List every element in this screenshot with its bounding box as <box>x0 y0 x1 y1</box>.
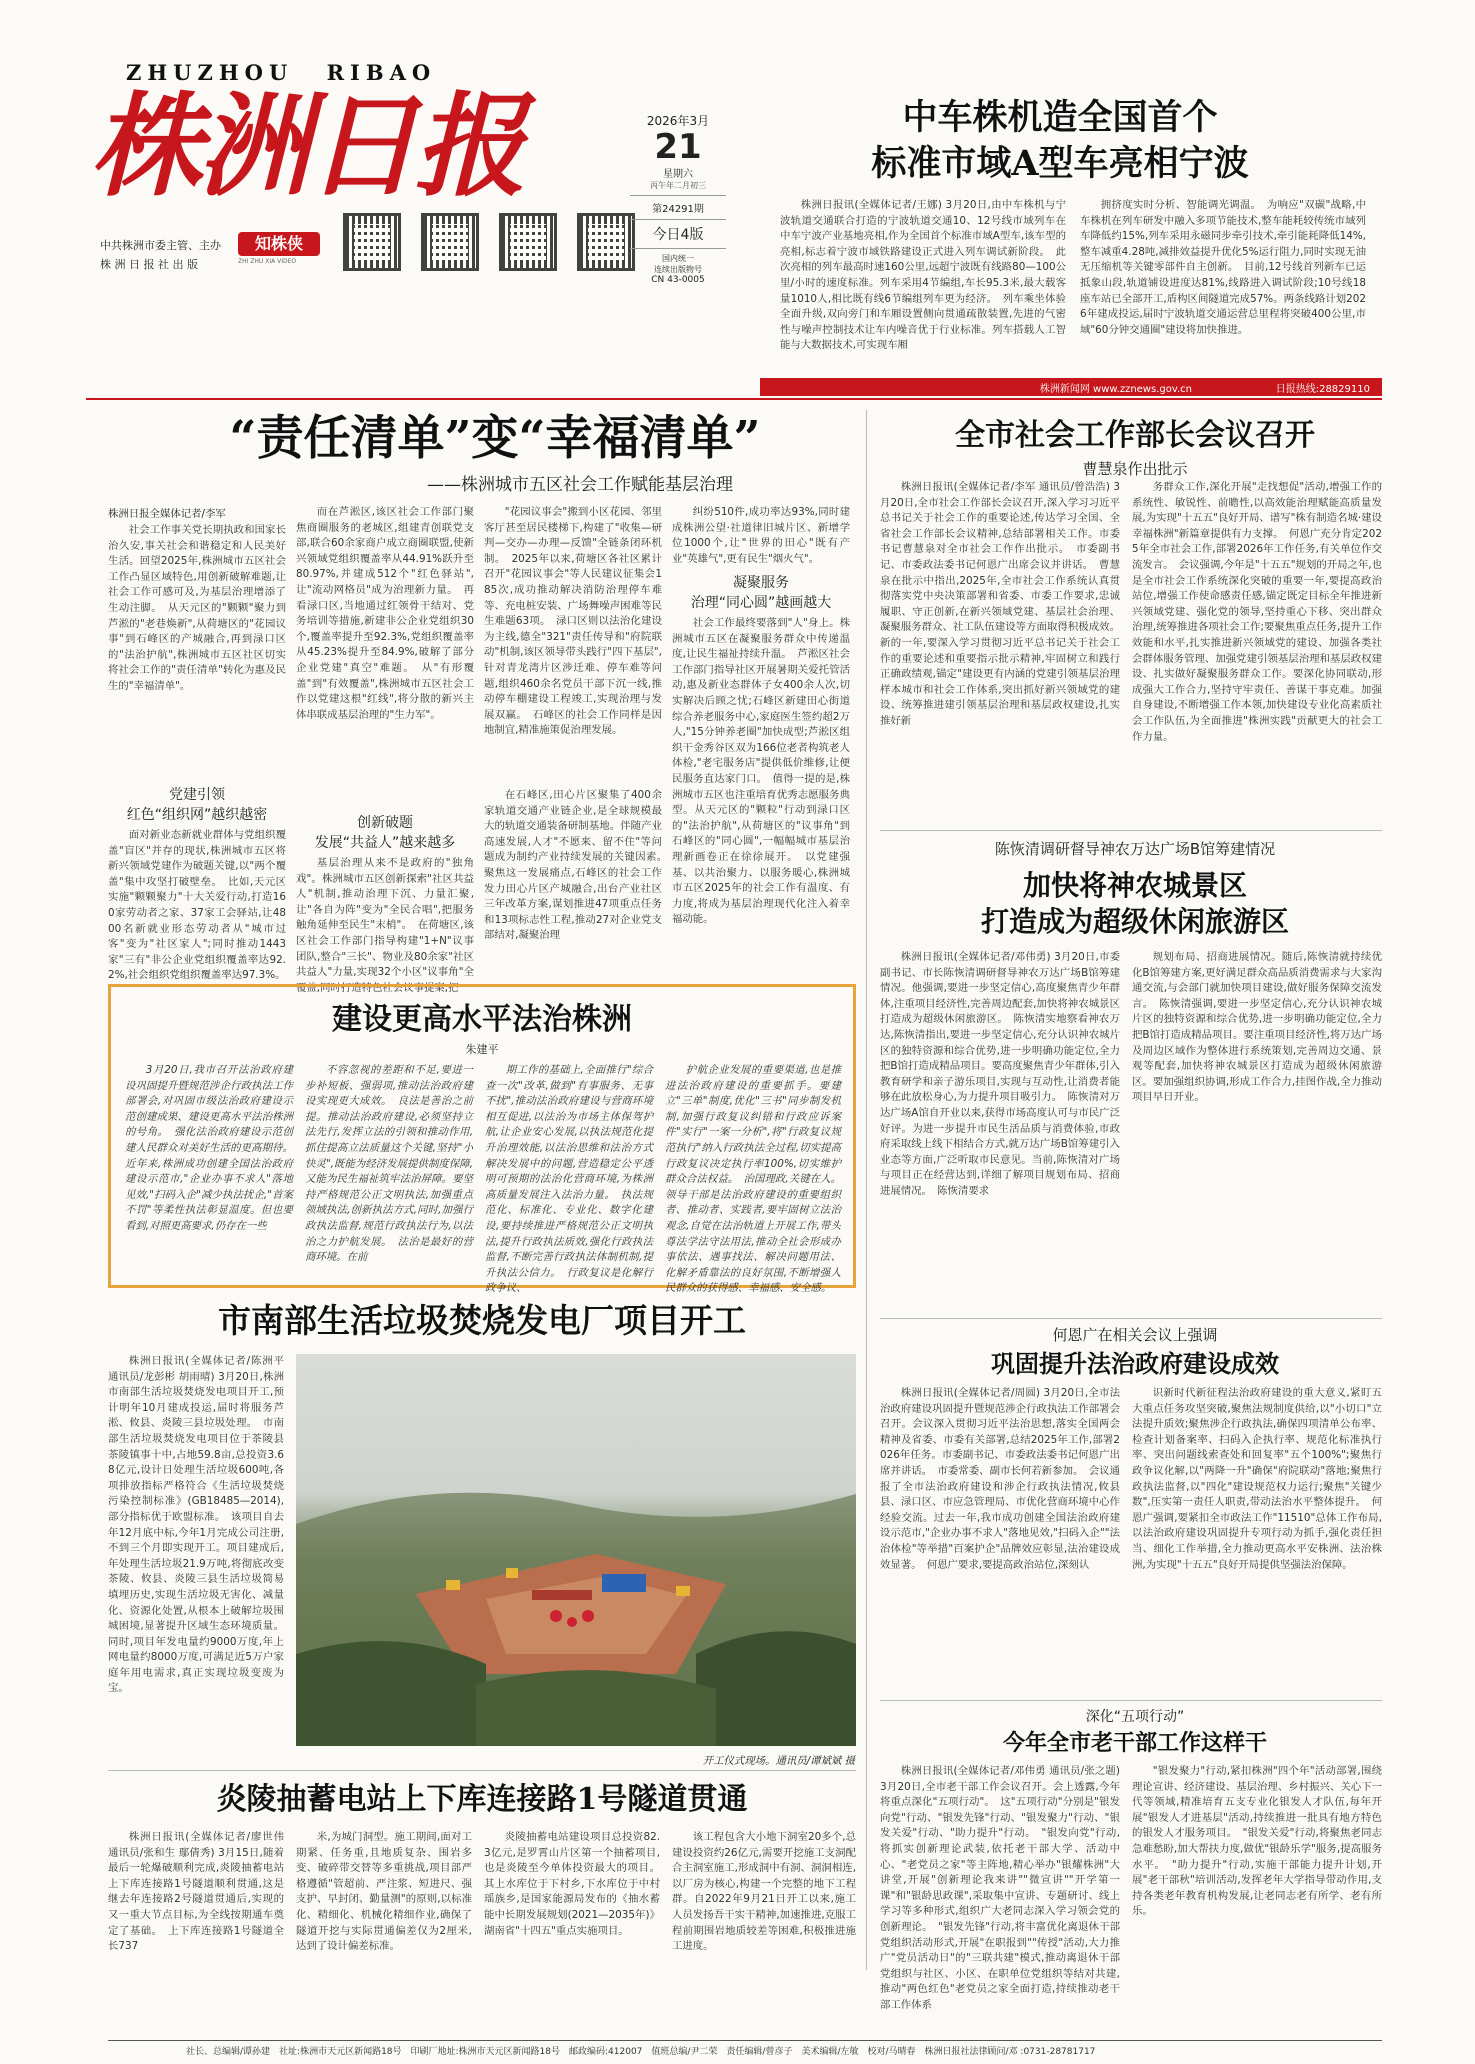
rule-of-law-author: 朱建平 <box>465 1043 499 1056</box>
top-headline-2: 标准市域A型车亮相宁波 <box>871 143 1249 184</box>
brand-sub: ZHI ZHU XIA VIDEO <box>238 258 297 265</box>
date-lunar: 丙午年二月初三 <box>650 181 706 190</box>
tunnel-col2: 米,为城门洞型。施工期间,面对工期紧、任务重,且地质复杂、围岩多变、破碎带交替等多重挑战,项目部严格遵循"管超前、严注浆、短进尺、强支护、早封闭、勤量测"的原则,以标准化、精细化、机械化精细作业,确保了隧道开挖与实际贯通偏差仅为2厘米,达到了设计偏差标准。 <box>296 1831 472 1953</box>
code-label2: 连续出版物号 <box>654 265 702 274</box>
tunnel-col3: 炎陵抽蓄电站建设项目总投资82.3亿元,是罗霄山片区第一个抽蓄项目,也是炎陵至今单体投资最大的项目。其上水库位于下村乡,下水库位于中村瑶族乡,是国家能源局发布的《抽水蓄能中长期发展规划(2021—2035年)》湖南省"十四五"重点实施项目。 <box>484 1831 660 1937</box>
qr-code-4 <box>580 216 632 268</box>
date-day: 21 <box>654 127 702 167</box>
rule-col2: 不容忽视的差距和不足,要进一步补短板、强弱项,推动法治政府建设实现更大成效。 良法是善治之前提。推动法治政府建设,必须坚持立法先行,发挥立法的引领和推动作用,抓住提高立法质量这个关键,坚持"小快灵",既能为经济发展提供制度保障,又能为民生福祉筑牢法治屏障。要坚持严格规范公正文明执法,加强重点领域执法,创新执法方式,同时,加强行政执法监督,规范行政执法行为,以法治之力护航发展。 法治是最好的营商环境。在前 <box>305 1064 473 1264</box>
divider-tunnel <box>108 1770 856 1771</box>
masthead-pinyin: ZHUZHOU RIBAO <box>126 60 437 85</box>
shennong-headline-1: 加快将神农城景区 <box>1022 869 1247 902</box>
rule-of-law-box <box>108 984 856 1295</box>
divider-lawgov <box>880 1318 1382 1319</box>
lawgov-col1: 株洲日报讯(全媒体记者/周圆) 3月20日,全市法治政府建设巩固提升暨规范涉企行政执法工作部署会召开。会议深入贯彻习近平法治思想,落实全国两会精神及省委、市委有关部署,总结2025年工作,部署2026年任务。市委副书记、市委政法委书记何恩广出席并讲话。 市委常委、副市长何若新参加。 会议通报了全市法治政府建设和涉企行政执法情况,攸县县、渌口区、市应急管理局、市优化营商环境中心作经验交流。过去一年,我市成功创建全国法治政府建设示范市,"企业办事不求人"落地见效,"扫码入企""法治体检"等举措"百案护企"品牌效应彰显,法治建设成效显著。 何恩广要求,要提高政治站位,深刻认 <box>880 1387 1120 1571</box>
elderly-kicker: 深化“五项行动” <box>1085 1709 1185 1725</box>
website-bar <box>760 378 1382 396</box>
resp-sec1-title: 党建引领 <box>169 787 225 803</box>
resp-col1: 社会工作事关党长期执政和国家长治久安,事关社会和谐稳定和人民美好生活。回望2025年,株洲城市五区社会工作凸显区域特色,用创新破解难题,让社会工作可感可及,为基层治理增添了生动注脚。 从天元区的"颗颗"聚力到芦淞的"老巷焕新",从荷塘区的"花园议事"到石峰区的产城融合,再到渌口区的"法治护航",株洲城市五区社区切实将社会工作的"责任清单"转化为惠及民生的"幸福清单"。 <box>108 524 286 692</box>
rule-col1: 3月20日,我市召开法治政府建设巩固提升暨规范涉企行政执法工作部署会,对巩固市级法治政府建设示范创建成果、建设更高水平法治株洲的号角。 强化法治政府建设示范创建人民群众对美好生活的更高期待。近年来,株洲成功创建全国法治政府建设示范市,"企业办事不求人"落地见效,"扫码入企"减少执法扰企,"首案不罚"等柔性执法彰显温度。但也要看到,对照更高要求,仍存在一些 <box>125 1064 293 1232</box>
social-col1: 株洲日报讯(全媒体记者/李军 通讯员/曾浩浩) 3月20日,全市社会工作部长会议召开,深入学习习近平总书记关于社会工作的重要论述,传达学习全国、全省社会工作部长会议精神,总结部署相关工作。市委书记曹慧泉对全市社会工作作出批示。 市委副书记、市委政法委书记何恩广出席会议并讲话。 曹慧泉在批示中指出,2025年,全市社会工作系统认真贯彻落实党中央决策部署和省委、市委工作要求,忠诚履职、守正创新,在新兴领域党建、基层社会治理、凝聚服务群众、社工队伍建设等方面取得积极成效。新的一年,要深入学习贯彻习近平总书记关于社会工作的重要论述和重要指示批示精神,牢固树立和践行正确政绩观,锚定"建设更有内涵的党建引领基层治理样本城市和社会工作体系,突出抓好新兴领域党的建设、统筹推进建引领基层治理和基层政权建设,扎实推好新 <box>880 481 1120 727</box>
resp-col4b: 社会工作最终要落到"人"身上。株洲城市五区在凝聚服务群众中传递温度,让民生福祉持续升温。 芦淞区社会工作部门指导社区开展暑期关爱托管活动,惠及新业态群体子女400余人次,切实解决后顾之忧;石峰区新建田心街道综合养老服务中心,家庭医生签约超2万人,"15分钟养老圈"加快成型;芦淞区组织干金秀谷区双为166位老者构筑老人体检,"老宅服务店"提供低价维修,让便民服务直达家门口。 值得一提的是,株洲城市五区也注重培育优秀志愿服务典型。从天元区的"颗粒"行动到渌口区的"法治护航",从荷塘区的"议事角"到石峰区的"同心圆",一幅幅城市基层治理新画卷正在徐徐展开。 以党建强基、以共治聚力、以服务暖心,株洲城市五区2025年的社会工作有温度、有力度,将成为基层治理现代化注入着幸福动能。 <box>672 617 850 926</box>
resp-col1b: 面对新业态新就业群体与党组织覆盖"盲区"并存的现状,株洲城市五区将新兴领域党建作为破题关键,以"两个覆盖"集中攻坚打破壁垒。 比如,天元区实施"颗颗聚力"十大关爱行动,打造160家劳动者之家、37家工会驿站,让4800名新就业形态劳动者从"城市过客"变为"社区家人";同时推动1443家"三有"非公企业党组织覆盖率达92.2%,社会组织党组织覆盖率达97.3%。 <box>108 829 286 982</box>
rule-col4: 护航企业发展的重要渠道,也是推进法治政府建设的重要抓手。要建立"三单"制度,优化"三书"同步制发机制,加强行政复议纠错和行政应诉案件"实行"一案一分析",将"行政复议规范执行"纳入行政执法全过程,切实提高行政复议决定执行率100%,切实维护群众合法权益。 治国理政,关键在人。领导干部是法治政府建设的重要组织者、推动者、实践者,要牢固树立法治观念,自觉在法治轨道上开展工作,带头尊法学法守法用法,推动全社会形成办事依法、遇事找法、解决问题用法、化解矛盾靠法的良好氛围,不断增强人民群众的获得感、幸福感、安全感。 <box>665 1064 841 1295</box>
qr-code-3 <box>502 216 554 268</box>
publisher-line1: 中共株洲市委主管、主办 <box>100 239 221 252</box>
divider-center <box>866 410 867 1970</box>
masthead-title: 株洲日报 <box>90 81 522 212</box>
photo-scene-illustration <box>296 1354 856 1746</box>
shennong-col1: 株洲日报讯(全媒体记者/邓伟勇) 3月20日,市委副书记、市长陈恢清调研督导神农万达广场B馆筹建情况。他强调,要进一步坚定信心,高度聚焦青少年群体,注重项目经济性,完善周边配套,加快将神农城景区打造成为超级休闲旅游区。 陈恢清实地察看神农万达,陈恢清指出,要进一步坚定信心,充分认识神农城片区的独特资源和综合优势,进一步明确功能定位,全力把B馆打造成精品项目。要高度聚焦青少年群体,引入教育研学和亲子游乐项目,实现与互动性,让消费者能够在此放松身心,为力提升项目吸引力。 陈恢清对万达广场A馆自开业以来,获得市场高度认可与市民广泛好评。为进一步提升市民生活品质与消费体验,市政府采取线上线下相结合方式,就万达广场B馆筹建引入业态等方面,广泛听取市民意见。当前,陈恢清对广场与项目正在经营达到,详细了解项目规划布局、招商进展情况。 陈恢清要求 <box>880 951 1120 1197</box>
divider-shennong <box>880 830 1382 831</box>
shennong-col2: 规划布局、招商进展情况。随后,陈恢清就持续优化B馆筹建方案,更好满足群众高品质消费需求与大家沟通交流,与会部门就加快项目建设,做好服务保障交流发言。 陈恢清强调,要进一步坚定信心,充分认识神农城片区的独特资源和综合优势,进一步明确功能定位,全力把B馆打造成精品项目。要注重项目经济性,将万达广场及周边区域作为整体进行系统策划,完善周边交通、景观等配套,加快将神农城景区打造成为超级休闲旅游区。要加强组织协调,形成工作合力,挂图作战,全力推动项目早日开业。 <box>1132 951 1382 1104</box>
elderly-headline: 今年全市老干部工作这样干 <box>1002 1730 1267 1756</box>
qr-code-2 <box>424 216 476 268</box>
masthead-divider <box>86 398 1382 400</box>
resp-col2: 而在芦淞区,该区社会工作部门聚焦商圈服务的老城区,组建青创联党支部,联合60余家商户成立商圈联盟,使新兴领域党组织覆盖率从44.91%跃升至80.97%,并建成512个"红色驿站",让"流动网格员"成为治理新力量。 再看渌口区,当地通过红领骨干结对、党务培训等措施,新建非公企业党组织30个,覆盖率提升至92.3%,党组织覆盖率从45.23%提升至84.9%,破解了部分企业党建"真空"难题。 从"有形覆盖"到"有效覆盖",株洲城市五区社会工作以党建这根"红线",将分散的新兴主体串联成基层治理的"生力军"。 <box>296 506 474 721</box>
resp-col3b: 在石峰区,田心片区聚集了400余家轨道交通产业链企业,是全球规模最大的轨道交通装备研制基地。伴随产业高速发展,人才"不愿来、留不住"等问题成为制约产业持续发展的关键因素。 聚焦这一发展痛点,石峰区的社会工作发力田心片区产城融合,出台产业社区三年改革方案,谋划推进47项重点任务和13项标志性工程,推动27对企业党支部结对,凝聚治理 <box>484 789 673 942</box>
brand-logo: 知株侠 <box>238 232 320 256</box>
code-label1: 国内统一 <box>662 254 694 263</box>
footer-divider <box>108 2040 1382 2041</box>
shennong-headline-2: 打造成为超级休闲旅游区 <box>980 905 1289 938</box>
tunnel-col4: 该工程包含大小地下洞室20多个,总建设投资约26亿元,需要开挖施工支洞配合主洞室施工,形成洞中有洞、洞洞相连,以厂房为核心,构建一个完整的地下工程群。自2022年9月21日开工以来,施工人员发扬吾干实干精神,加速推进,克服工程前期围岩地质较差等困难,积极推进施工进度。 <box>672 1831 856 1953</box>
resp-col4: 纠纷510件,成功率达93%,同时建成株洲公望·社道律旧城片区、新增学位1000个,让"世界的田心"既有产业"英雄气",更有民生"烟火气"。 <box>672 506 850 565</box>
social-col2: 务群众工作,深化开展"走找想促"活动,增强工作的系统性、敏锐性、前瞻性,以高效能治理赋能高质量发展,为实现"十五五"良好开局、谱写"株有制造名城·建设幸福株洲"新篇章提供有力支撑。 何恩广充分肯定2025年全市社会工作,部署2026年工作任务,有关单位作交流发言。 会议强调,今年是"十五五"规划的开局之年,也是全市社会工作系统深化突破的重要一年,要提高政治站位,增强工作使命感责任感,锚定既定目标全年推进新兴领域党建、强化党的领导,坚持重心下移、突出群众治理,统筹推进各项社会工作;要聚焦重点任务,提升工作效能和水平,扎实推进新兴领域党的建设、加强各类社会群体服务管理、加强党建引领基层治理和基层政权建设、扎实做好凝聚服务群众工作。要深化协同联动,形成强大工作合力,坚持守牢责任、善谋干事克难。加强自身建设,不断增强工作本领,加快建设专业化高素质社会工作队伍,为全面推进"株洲实践"贡献更大的社会工作力量。 <box>1132 481 1382 743</box>
lawgov-col2: 识新时代新征程法治政府建设的重大意义,紧盯五大重点任务攻坚突破,聚焦法规制度供给,以"小切口"立法提升质效;聚焦涉企行政执法,确保四项清单公布率、检查计划备案率、扫码入企执行率、规范化标准执行率、突出问题线索查处和回复率"五个100%";聚焦行政争议化解,以"两降一升"确保"府院联动"落地;聚焦行政执法监督,以"四化"建设规范权力运行;聚焦"关键少数",压实第一责任人职责,带动法治水平整体提升。 何恩广强调,要紧扣全市政法工作"11510"总体工作布局,以法治政府建设巩固提升专项行动为抓手,强化责任担当、细化工作举措,全力推动更高水平安株洲、法治株洲,为实现"十五五"良好开局提供坚强法治保障。 <box>1132 1387 1382 1571</box>
responsibility-byline: 株洲日报全媒体记者/李军 <box>108 508 226 520</box>
date-year-month: 2026年3月 <box>646 114 710 128</box>
footer-text: 社长、总编辑/谭孙建 社址:株洲市天元区新闻路18号 印刷厂地址:株洲市天元区新闻路18号 邮政编码:412007 值班总编/尹二荣 责任编辑/曾彦子 美术编辑/左敏 校对/马晴春 株洲日报社法律顾问/邓 :0731-28781717 <box>186 2047 1096 2057</box>
resp-col2b: 基层治理从来不是政府的"独角戏"。株洲城市五区创新探索"社区共益人"机制,推动治理下沉、力量汇聚,让"各自为阵"变为"全民合唱",把服务触角延伸至民生"末梢"。 在荷塘区,该区社会工作部门指导构建"1+N"议事团队,整合"三长"、物业及80余家"社区共益人"力量,实现32个小区"议事角"全覆盖,同时打造特色社会议事提案,把 <box>296 857 474 994</box>
page-count: 今日4版 <box>652 227 704 243</box>
divider-elderly <box>880 1700 1382 1701</box>
social-meeting-subhead: 曹慧泉作出批示 <box>1082 460 1188 478</box>
hotline: 日报热线:28829110 <box>1275 384 1370 395</box>
lawgov-headline: 巩固提升法治政府建设成效 <box>991 1349 1279 1378</box>
waste-photo-caption: 开工仪式现场。通讯员/谭斌斌 摄 <box>702 1755 855 1767</box>
responsibility-headline: “责任清单”变“幸福清单” <box>229 411 761 466</box>
resp-col3: "花园议事会"搬到小区花园、邻里客厅甚至居民楼梯下,构建了"收集—研判—交办—办理—反馈"全链条闭环机制。 2025年以来,荷塘区各社区累计召开"花园议事会"等人民建议征集会185次,成功推动解决消防治理停车难等、充电桩安装、广场舞噪声困难等民生难题63项。 渌口区则以法治化建设为主线,德全"321"责任传导和"府院联动"机制,该区领导带头践行"四下基层",针对青龙湾片区涉迁难、停车难等问题,组织460余名党员干部下沉一线,推动停车棚建设工程竣工,实现治理与发展双赢。 石峰区的社会工作同样是因地制宜,精准施策促治理发展。 <box>484 506 662 737</box>
shennong-kicker: 陈恢清调研督导神农万达广场B馆筹建情况 <box>994 840 1276 858</box>
social-meeting-headline: 全市社会工作部长会议召开 <box>955 418 1315 453</box>
resp-sec2-sub: 发展“共益人”越来越多 <box>314 835 456 851</box>
date-weekday: 星期六 <box>663 169 693 180</box>
resp-sec3-sub: 治理“同心圆”越画越大 <box>690 595 832 611</box>
waste-headline: 市南部生活垃圾焚烧发电厂项目开工 <box>218 1301 746 1340</box>
website-url[interactable]: 株洲新闻网 www.zznews.gov.cn <box>1039 384 1192 395</box>
waste-col1: 株洲日报讯(全媒体记者/陈洲平 通讯员/龙彭彬 胡雨晴) 3月20日,株洲市南部生活垃圾焚烧发电项目开工,预计明年10月建成投运,届时将服务芦淞、攸县、炎陵三县垃圾处理。 市南部生活垃圾焚烧发电项目位于茶陵县茶陵镇事十中,占地59.8亩,总投资3.68亿元,设计日处理生活垃圾600吨,各项排放指标严格符合《生活垃圾焚烧污染控制标准》(GB18485—2014),部分指标优于欧盟标准。 该项目自去年12月底中标,今年1月完成公司注册,不到三个月即实现开工。项目建成后,年处理生活垃圾21.9万吨,将彻底改变茶陵、攸县、炎陵三县生活垃圾简易填埋历史,实现生活垃圾无害化、减量化、资源化处置,从根本上破解垃圾围城困境,显著提升区域生态环境质量。同时,项目年发电量约9000万度,年上网电量约8000万度,可满足近5万户家庭年用电需求,真正实现垃圾变废为宝。 <box>108 1355 284 1695</box>
date-box <box>630 112 726 285</box>
top-story-col2: 拥挤度实时分析、智能调光调温。 为响应"双碳"战略,中车株机在列车研发中融入多项节能技术,整车能耗较传统市域列车降低约15%,列车采用永磁同步牵引技术,牵引能耗降低14%,整车减重4.28吨,减排效益提升优化5%运行阻力,同时实现无油无压缩机等关键零部件自主创新。 目前,12号线首列新车已运抵象山段,轨道铺设进度达81%,线路进入调试阶段;10号线18座车站已全部开工,盾构区间隧道完成57%。两条线路计划2026年建成投运,届时宁波轨道交通运营总里程将突破400公里,市域"60分钟交通圈"建设将加快推进。 <box>1080 199 1366 336</box>
lawgov-kicker: 何恩广在相关会议上强调 <box>1052 1326 1218 1344</box>
top-story-col1: 株洲日报讯(全媒体记者/王娜) 3月20日,由中车株机与宁波轨道交通联合打造的宁波轨道交通10、12号线市域列车在中车宁波产业基地亮相,作为全国首个标准市域A型车,该车型的亮相,标志着宁波市域铁路建设正式进入列车调试新阶段。 此次亮相的列车最高时速160公里,远超宁波既有线路80—100公里/小时的速度标准。列车采用4节编组,车长95.3米,最大载客量1010人,相比既有线6节编组列车更为经济。 列车乘坐体验全面升级,双向旁门和车厢设置侧向贯通疏散装置,先进的气密性与噪声控制技术让车内噪音优于行业标准。列车搭载人工智能与大数据技术,可实现车厢 <box>780 199 1066 352</box>
responsibility-subhead: ——株洲城市五区社会工作赋能基层治理 <box>427 475 733 495</box>
waste-photo <box>296 1354 856 1746</box>
resp-sec3-title: 凝聚服务 <box>733 575 789 591</box>
resp-sec2-title: 创新破题 <box>357 815 413 831</box>
issue-number: 第24291期 <box>652 204 704 215</box>
cn-code: CN 43-0005 <box>651 275 705 285</box>
top-headline-1: 中车株机造全国首个 <box>902 97 1218 138</box>
tunnel-headline: 炎陵抽蓄电站上下库连接路1号隧道贯通 <box>216 1782 748 1817</box>
tunnel-col1: 株洲日报讯(全媒体记者/廖世伟 通讯员/张和生 鄢倩秀) 3月15日,随着最后一轮爆破顺利完成,炎陵抽蓄电站上下库连接路1号隧道顺利贯通,这是继去年连接路2号隧道贯通后,实现的又一重大节点目标,为全线按期通车奠定了基础。 上下库连接路1号隧道全长737 <box>108 1831 284 1953</box>
rule-col3: 期工作的基础上,全面推行"综合查一次"改革,做到"有事服务、无事不扰",推动法治政府建设与营商环境相互促进,以法治为市场主体保驾护航,让企业安心发展,以执法规范化提升治理效能,以法治思维和法治方式解决发展中的问题,营造稳定公平透明可预期的法治化营商环境,为株洲高质量发展注入法治力量。 执法规范化、标准化、专业化、数字化建设,要持续推进严格规范公正文明执法,提升行政执法质效,强化行政执法监督,不断完善行政执法体制机制,提升执法公信力。 行政复议是化解行政争议、 <box>485 1064 653 1295</box>
publisher-line2: 株 洲 日 报 社 出 版 <box>100 258 198 271</box>
rule-of-law-headline: 建设更高水平法治株洲 <box>332 1002 632 1037</box>
resp-sec1-sub: 红色“组织网”越织越密 <box>126 807 268 823</box>
elderly-col1: 株洲日报讯(全媒体记者/邓伟勇 通讯员/张之题) 3月20日,全市老干部工作会议召开。会上透露,今年将重点深化"五项行动"。 这"五项行动"分别是"银发向党"行动、"银发先锋"行动、"银发聚力"行动、"银发关爱"行动、"助力提升"行动。 "银发向党"行动,将抓实创新理论武装,依托老干部大学、活动中心、"老党员之家"等主阵地,精心举办"银耀株洲"大讲堂,开展"创新理论我来讲""微宣讲""开学第一课"和"银龄思政课",采取集中宣讲、专题研讨、线上学习等多种形式,组织广大老同志深入学习领会党的创新理论。 "银发先锋"行动,将丰富优化离退休干部党组织活动形式,开展"在职报到""传授"活动,大力推广"党员活动日"的"三联共建"模式,推动离退休干部党组织与社区、小区、在职单位党组织等结对共建,推动"两色红色"老党员之家全面打造,持续推动老干部工作体系 <box>880 1765 1120 2011</box>
qr-code-1 <box>346 216 398 268</box>
elderly-col2: "银发聚力"行动,紧扣株洲"四个年"活动部署,围绕理论宣讲、经济建设、基层治理、乡村振兴、关心下一代等领域,精准培育五支专业化银发人才队伍,每年开展"银发人才进基层"活动,持续推进一批具有地方特色的银发人才服务项目。 "银发关爱"行动,将聚焦老同志急难愁盼,加大帮扶力度,做优"银龄乐学"服务,提高服务水平。 "助力提升"行动,实施干部能力提升计划,开展"老干部秋"培训活动,发挥老年大学指导带动作用,支持各类老年教育机构发展,让老同志老有所学、老有所乐。 <box>1132 1765 1382 1918</box>
